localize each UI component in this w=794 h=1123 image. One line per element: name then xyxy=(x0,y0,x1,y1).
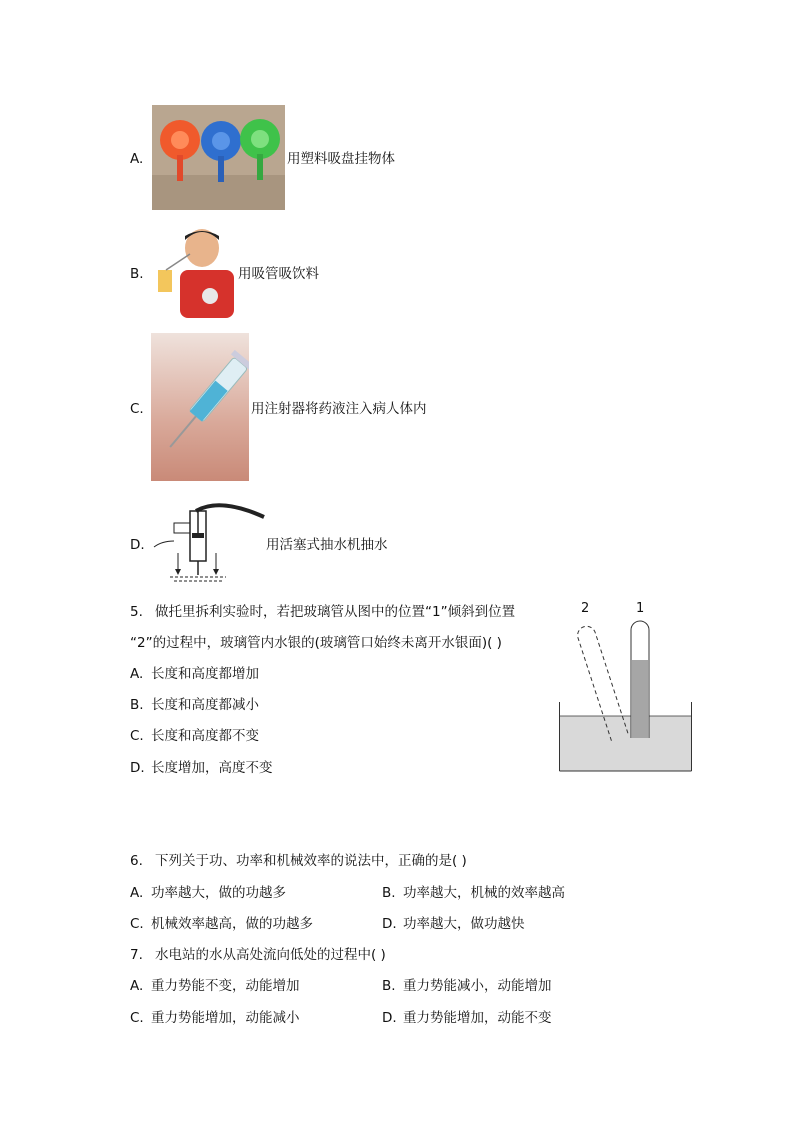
tube-position-2-label: 2 xyxy=(581,601,590,616)
piston-pump-diagram xyxy=(150,497,265,585)
q5-option-b-letter: B. xyxy=(130,697,144,713)
q7-option-c-text: 重力势能增加，动能减小 xyxy=(151,1010,300,1026)
q5-stem-line1: 做托里拆利实验时，若把玻璃管从图中的位置“1”倾斜到位置 xyxy=(155,604,516,620)
q5-stem-line2: “2”的过程中，玻璃管内水银的(玻璃管口始终未离开水银面)( ) xyxy=(130,635,502,651)
option-c-text: 用注射器将药液注入病人体内 xyxy=(251,401,427,417)
q5-option-b-text: 长度和高度都减小 xyxy=(151,697,259,713)
q6-option-d-text: 功率越大，做功越快 xyxy=(403,916,525,932)
option-a-text: 用塑料吸盘挂物体 xyxy=(287,151,395,167)
torricelli-diagram xyxy=(556,598,696,774)
suction-cup-photo xyxy=(152,105,285,210)
q6-option-c-text: 机械效率越高，做的功越多 xyxy=(151,916,313,932)
q7-option-d-text: 重力势能增加，动能不变 xyxy=(403,1010,552,1026)
suction-cups-image xyxy=(152,105,285,210)
option-b-letter: B. xyxy=(130,266,144,282)
option-a-letter: A. xyxy=(130,151,144,167)
q6-number: 6. xyxy=(130,853,143,869)
option-d-letter: D. xyxy=(130,537,145,553)
option-c-letter: C. xyxy=(130,401,144,417)
torricelli-figure xyxy=(556,598,696,774)
syringe-image xyxy=(151,333,249,481)
piston-pump-image xyxy=(150,497,265,585)
q5-option-a-letter: A. xyxy=(130,666,144,682)
tube-position-1-label: 1 xyxy=(636,601,645,616)
q7-number: 7. xyxy=(130,947,143,963)
q5-option-a-text: 长度和高度都增加 xyxy=(151,666,259,682)
q7-option-b-letter: B. xyxy=(382,978,396,994)
q7-option-a-text: 重力势能不变，动能增加 xyxy=(151,978,300,994)
q6-option-d-letter: D. xyxy=(382,916,397,932)
q6-option-a-text: 功率越大，做的功越多 xyxy=(151,885,286,901)
q6-stem: 下列关于功、功率和机械效率的说法中，正确的是( ) xyxy=(155,853,467,869)
q7-option-d-letter: D. xyxy=(382,1010,397,1026)
q6-option-c-letter: C. xyxy=(130,916,144,932)
option-d-text: 用活塞式抽水机抽水 xyxy=(266,537,388,553)
q5-option-c-letter: C. xyxy=(130,728,144,744)
syringe-photo xyxy=(151,333,249,481)
q5-option-c-text: 长度和高度都不变 xyxy=(151,728,259,744)
q6-option-a-letter: A. xyxy=(130,885,144,901)
q5-option-d-letter: D. xyxy=(130,760,145,776)
child-straw-image xyxy=(152,226,236,318)
child-drinking-photo xyxy=(152,226,236,318)
q5-number: 5. xyxy=(130,604,143,620)
q7-option-a-letter: A. xyxy=(130,978,144,994)
q7-option-c-letter: C. xyxy=(130,1010,144,1026)
q5-option-d-text: 长度增加，高度不变 xyxy=(151,760,273,776)
q7-option-b-text: 重力势能减小，动能增加 xyxy=(403,978,552,994)
q6-option-b-letter: B. xyxy=(382,885,396,901)
option-b-text: 用吸管吸饮料 xyxy=(238,266,319,282)
q6-option-b-text: 功率越大，机械的效率越高 xyxy=(403,885,565,901)
q7-stem: 水电站的水从高处流向低处的过程中( ) xyxy=(155,947,386,963)
